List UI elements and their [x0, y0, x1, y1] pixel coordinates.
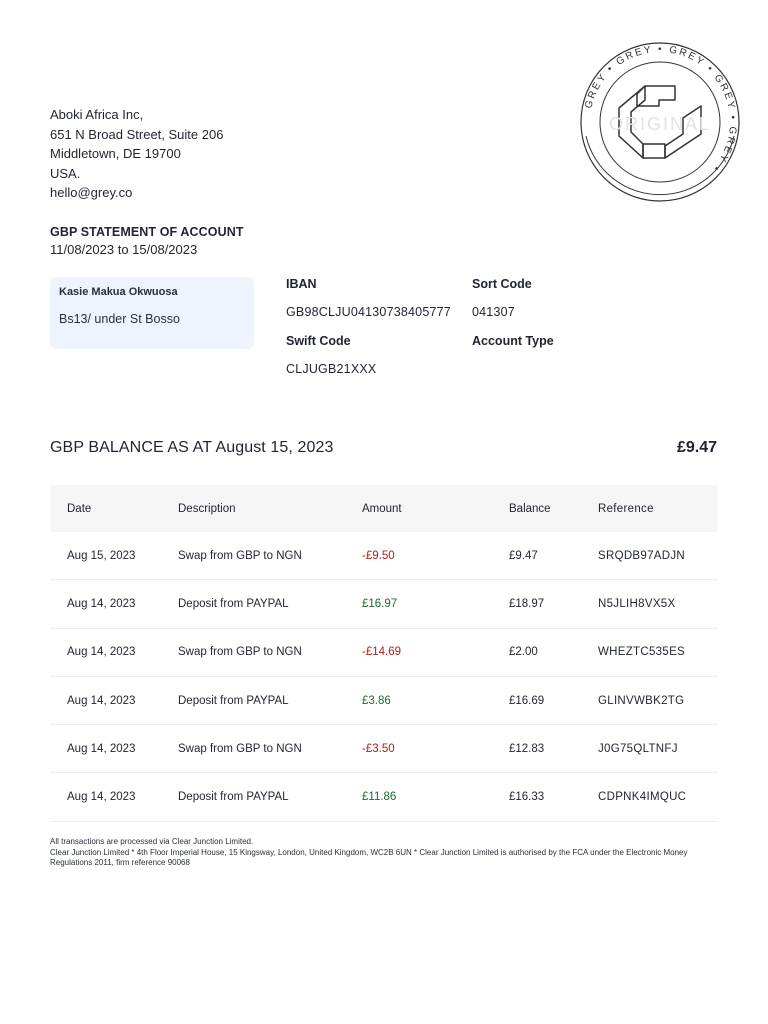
row-balance: £16.33: [509, 791, 545, 804]
row-amount: -£3.50: [362, 742, 395, 755]
statement-date-range: 11/08/2023 to 15/08/2023: [50, 242, 198, 257]
row-balance: £2.00: [509, 646, 538, 659]
header-description: Description: [178, 502, 236, 515]
row-reference: SRQDB97ADJN: [598, 549, 686, 562]
company-name: Aboki Africa Inc,: [50, 107, 144, 122]
stamp-ring-text: GREY • GREY • GREY • GREY • GREY •: [583, 43, 739, 175]
row-date: Aug 14, 2023: [67, 597, 136, 610]
row-balance: £18.97: [509, 597, 545, 610]
row-date: Aug 14, 2023: [67, 694, 136, 707]
row-reference: J0G75QLTNFJ: [598, 742, 678, 755]
table-row: [50, 629, 718, 677]
iban-value: GB98CLJU04130738405777: [286, 305, 451, 319]
row-description: Swap from GBP to NGN: [178, 646, 302, 659]
row-balance: £16.69: [509, 694, 545, 707]
row-description: Deposit from PAYPAL: [178, 694, 289, 707]
stamp-overlay-text: ORIGINAL: [608, 114, 712, 134]
transactions-table: [50, 485, 718, 822]
balance-title: GBP BALANCE AS AT August 15, 2023: [50, 439, 334, 456]
row-date: Aug 14, 2023: [67, 646, 136, 659]
table-row: [50, 725, 718, 773]
grey-stamp-seal: [569, 36, 751, 208]
table-row: [50, 580, 718, 628]
footer-line1: All transactions are processed via Clear Junction Limited.: [50, 837, 254, 846]
row-description: Swap from GBP to NGN: [178, 742, 302, 755]
row-reference: WHEZTC535ES: [598, 646, 686, 659]
company-email: hello@grey.co: [50, 185, 133, 201]
balance-amount: £9.47: [676, 439, 717, 456]
account-holder-address: Bs13/ under St Bosso: [59, 312, 180, 326]
company-address-line2: Middletown, DE 19700: [50, 146, 181, 162]
table-header-row: [50, 485, 718, 532]
company-address-line1: 651 N Broad Street, Suite 206: [50, 126, 224, 142]
row-amount: £11.86: [362, 791, 397, 804]
header-date: Date: [67, 502, 92, 515]
row-date: Aug 15, 2023: [67, 549, 136, 562]
company-country: USA.: [50, 165, 81, 181]
row-balance: £12.83: [509, 742, 545, 755]
header-balance: Balance: [509, 502, 551, 515]
row-reference: CDPNK4IMQUC: [598, 791, 687, 804]
row-description: Swap from GBP to NGN: [178, 549, 302, 562]
sort-code-label: Sort Code: [472, 277, 532, 291]
row-description: Deposit from PAYPAL: [178, 597, 289, 610]
sort-code-value: 041307: [472, 305, 515, 319]
footer-disclaimer: [50, 837, 700, 869]
row-amount: -£14.69: [362, 646, 402, 659]
row-amount: -£9.50: [362, 549, 395, 562]
row-amount: £3.86: [362, 694, 391, 707]
row-date: Aug 14, 2023: [67, 742, 136, 755]
header-amount: Amount: [362, 502, 402, 515]
account-holder-name: Kasie Makua Okwuosa: [59, 286, 178, 298]
statement-title: GBP STATEMENT OF ACCOUNT: [50, 225, 244, 239]
stamp-svg: [569, 36, 751, 208]
account-holder-card: [50, 277, 254, 349]
table-row: [50, 532, 718, 580]
table-row: [50, 677, 718, 725]
row-reference: GLINVWBK2TG: [598, 694, 685, 707]
row-date: Aug 14, 2023: [67, 791, 136, 804]
footer-line2: Clear Junction Limited * 4th Floor Imperial House, 15 Kingsway, London, United Kingdom, WC2B 6UN * Clear Junction Limited is authorised by the FCA under the Electronic Money Regulations 2011, firm reference 90068: [50, 847, 688, 868]
row-description: Deposit from PAYPAL: [178, 791, 289, 804]
row-reference: N5JLIH8VX5X: [598, 597, 676, 610]
row-balance: £9.47: [509, 549, 538, 562]
swift-code-label: Swift Code: [286, 334, 351, 348]
company-address: [50, 105, 223, 203]
account-type-label: Account Type: [472, 334, 554, 348]
row-amount: £16.97: [362, 597, 398, 610]
table-row: [50, 773, 718, 821]
iban-label: IBAN: [286, 277, 317, 291]
swift-code-value: CLJUGB21XXX: [286, 362, 377, 376]
header-reference: Reference: [598, 502, 654, 515]
